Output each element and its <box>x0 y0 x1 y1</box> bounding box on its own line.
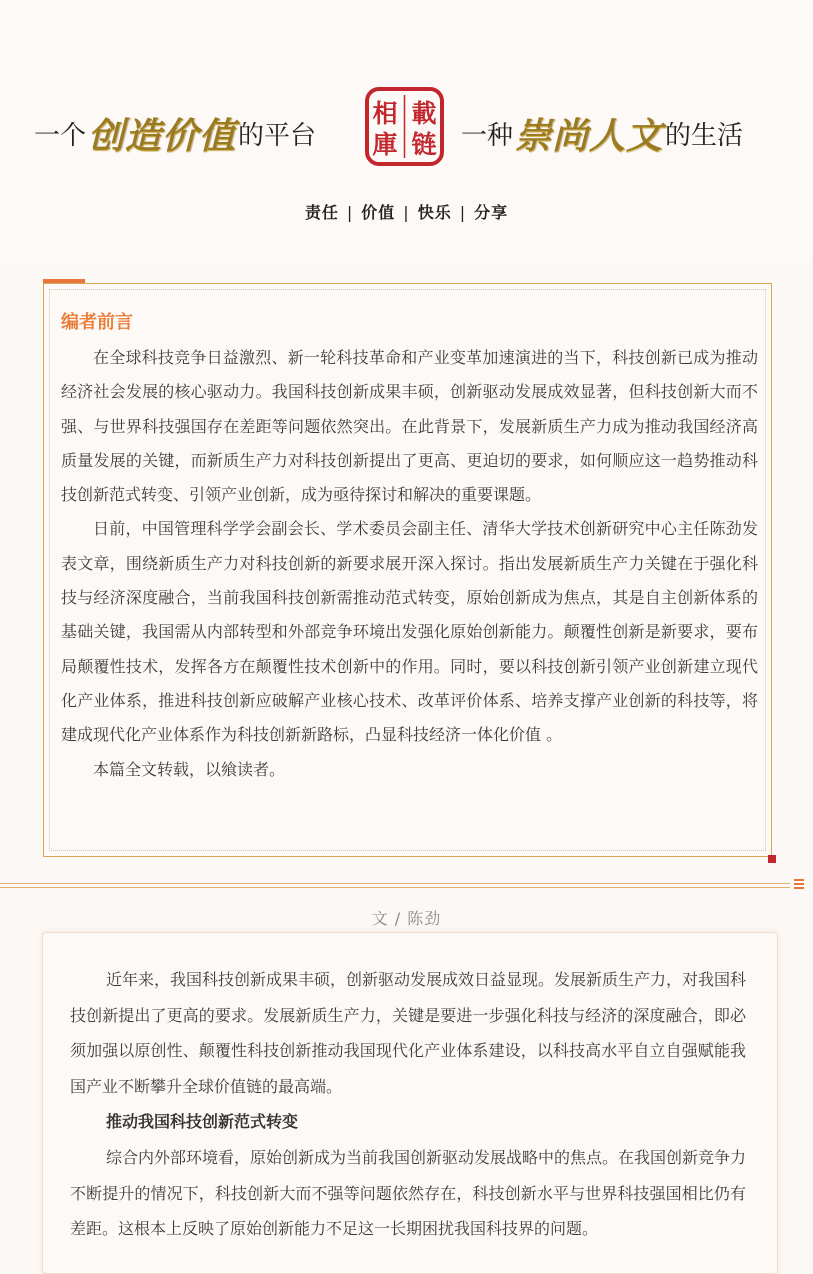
section-divider-top <box>0 883 790 884</box>
value-happiness: 快乐 <box>417 203 452 222</box>
article-section-heading: 推动我国科技创新范式转变 <box>106 1112 299 1132</box>
preface-paragraph: 本篇全文转载，以飨读者。 <box>93 759 286 779</box>
slogan-left-post: 的平台 <box>238 120 317 151</box>
header-banner <box>0 0 813 260</box>
seal-char-1: 載 <box>411 99 437 128</box>
section-divider-bottom <box>0 887 790 888</box>
preface-title: 编者前言 <box>61 312 133 333</box>
menu-lines-icon <box>794 879 804 891</box>
slogan-right-post: 的生活 <box>665 120 744 151</box>
slogan-left-gold: 创造价值 <box>88 114 237 157</box>
preface-text <box>61 341 758 787</box>
seal-char-3: 相 <box>372 99 398 128</box>
article-byline: 文 / 陈劲 <box>371 909 442 928</box>
slogan-left <box>34 108 316 158</box>
values-line: 责任 | 价值 | 快乐 | 分享 <box>304 203 509 222</box>
article-text <box>70 962 746 1247</box>
value-share: 分享 <box>474 203 509 222</box>
slogan-right-gold: 崇尚人文 <box>515 114 664 157</box>
slogan-right-pre: 一种 <box>461 120 514 151</box>
seal-logo <box>365 87 444 166</box>
value-value: 价值 <box>361 203 396 222</box>
slogan-left-pre: 一个 <box>34 120 87 151</box>
article-paragraph: 近年来，我国科技创新成果丰硕，创新驱动发展成效日益显现。发展新质生产力，对我国科技创新提出了更高的要求。发展新质生产力，关键是要进一步强化科技与经济的深度融合，即必须加强以原创性、颠覆性科技创新推动我国现代化产业体系建设，以科技高水平自立自强赋能我国产业不断攀升全球价值链的最高端。 <box>70 970 747 1096</box>
value-responsibility: 责任 <box>304 203 339 222</box>
preface-corner-square <box>768 855 776 863</box>
preface-paragraph: 在全球科技竞争日益激烈、新一轮科技革命和产业变革加速演进的当下，科技创新已成为推动经济社会发展的核心驱动力。我国科技创新成果丰硕，创新驱动发展成效显著，但科技创新大而不强、与世界科技强国存在差距等问题依然突出。在此背景下，发展新质生产力成为推动我国经济高质量发展的关键，而新质生产力对科技创新提出了更高、更迫切的要求，如何顺应这一趋势推动科技创新范式转变、引领产业创新，成为亟待探讨和解决的重要课题。 <box>61 348 758 505</box>
article-paragraph: 综合内外部环境看，原始创新成为当前我国创新驱动发展战略中的焦点。在我国创新竞争力不断提升的情况下，科技创新大而不强等问题依然存在，科技创新水平与世界科技强国相比仍有差距。这根本上反映了原始创新能力不足这一长期困扰我国科技界的问题。 <box>70 1147 747 1239</box>
seal-char-4: 庫 <box>372 130 398 159</box>
seal-char-2: 链 <box>411 130 437 159</box>
preface-paragraph: 日前，中国管理科学学会副会长、学术委员会副主任、清华大学技术创新研究中心主任陈劲发表文章，围绕新质生产力对科技创新的新要求展开深入探讨。指出发展新质生产力关键在于强化科技与经济深度融合，当前我国科技创新需推动范式转变，原始创新成为焦点，其是自主创新体系的基础关键，我国需从内部转型和外部竞争环境出发强化原始创新能力。颠覆性创新是新要求，要布局颠覆性技术，发挥各方在颠覆性技术创新中的作用。同时，要以科技创新引领产业创新建立现代化产业体系，推进科技创新应破解产业核心技术、改革评价体系、培养支撑产业创新的科技等，将建成现代化产业体系作为科技创新新路标，凸显科技经济一体化价值 。 <box>61 519 758 745</box>
slogan-right <box>461 108 743 158</box>
